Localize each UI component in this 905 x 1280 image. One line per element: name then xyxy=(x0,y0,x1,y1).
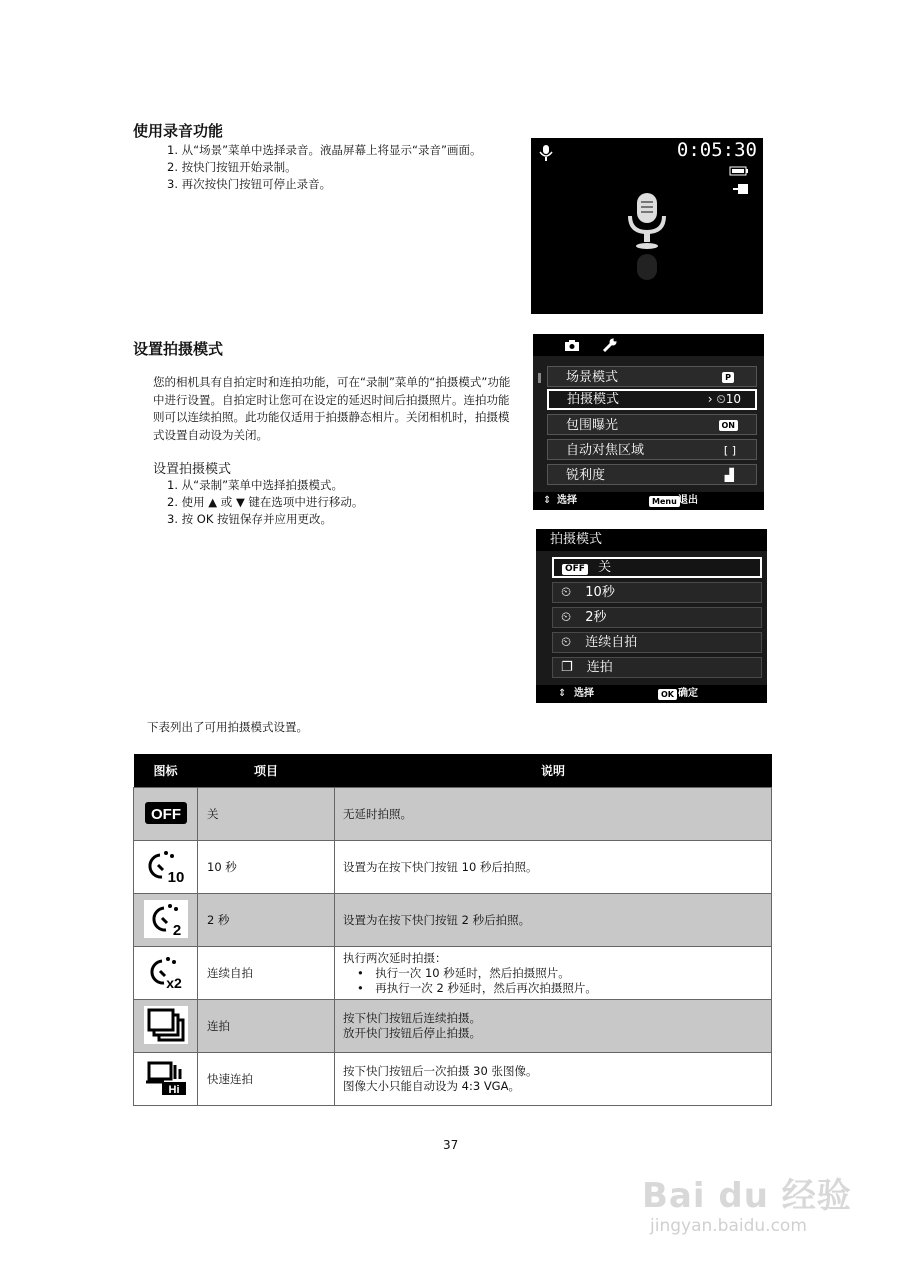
item-cell: 2 秒 xyxy=(198,894,335,947)
audio-step-1: 1. 从“场景”菜单中选择录音。液晶屏幕上将显示“录音”画面。 xyxy=(167,143,482,157)
off-icon xyxy=(144,794,188,832)
svg-text:x2: x2 xyxy=(165,974,182,991)
drive-footer xyxy=(536,685,767,703)
table-row xyxy=(134,841,772,894)
table-intro: 下表列出了可用拍摄模式设置。 xyxy=(147,720,308,734)
table-row xyxy=(134,947,772,1000)
menu-row-label: 锐利度 xyxy=(566,468,606,483)
drive-row-label: 关 xyxy=(598,560,612,575)
drive-row-label: 连续自拍 xyxy=(585,635,638,650)
table-row xyxy=(134,894,772,947)
timer-double-icon xyxy=(144,953,188,991)
desc-cell xyxy=(335,894,772,947)
table-header-row xyxy=(134,754,772,788)
timer-2-icon xyxy=(144,900,188,938)
menu-row-bracketing xyxy=(547,414,757,435)
desc-line: 按下快门按钮后一次拍摄 30 张图像。 xyxy=(343,1064,538,1078)
timer-2-icon: ⏲ xyxy=(561,610,572,625)
icon-cell xyxy=(134,1000,198,1053)
drive-row-continuous xyxy=(552,657,762,678)
svg-text:Hi: Hi xyxy=(168,1083,179,1096)
desc-line: 执行两次延时拍摄： xyxy=(343,950,447,965)
icon-cell xyxy=(134,841,198,894)
desc-bullet: • 执行一次 10 秒延时，然后拍摄照片。 xyxy=(357,965,570,980)
drive-step-3: 3. 按 OK 按钮保存并应用更改。 xyxy=(167,512,333,526)
menu-button-badge: Menu xyxy=(649,496,680,507)
svg-text:10: 10 xyxy=(167,868,184,885)
desc-line: 设置为在按下快门按钮 10 秒后拍照。 xyxy=(343,859,538,874)
updown-icon: ⇕ xyxy=(558,688,567,699)
table-row xyxy=(134,788,772,841)
menu-row-drive-mode xyxy=(547,389,757,410)
footer-exit-label: 退出 xyxy=(678,495,698,506)
mic-small-icon xyxy=(538,144,554,162)
drive-row-label: 2秒 xyxy=(585,610,607,625)
footer-select-label: 选择 xyxy=(557,495,577,506)
menu-row-value: › ⏲10 xyxy=(707,392,741,406)
drive-row-off xyxy=(552,557,762,578)
drive-mode-description: 您的相机具有自拍定时和连拍功能，可在“录制”菜单的“拍摄模式”功能中进行设置。自拍定时让您可在设定的延迟时间后拍摄照片。连拍功能则可以连续拍照。此功能仅适用于拍摄静态相片。关闭相机时，拍摄模式设置自动设为关闭。 xyxy=(153,375,511,442)
ok-button-badge: OK xyxy=(658,689,677,700)
section-title-drive-mode: 设置拍摄模式 xyxy=(133,340,224,358)
drive-row-10s xyxy=(552,582,762,603)
drive-row-label: 连拍 xyxy=(586,660,613,675)
item-cell: 连续自拍 xyxy=(198,947,335,1000)
desc-line: 无延时拍照。 xyxy=(343,806,412,821)
section-title-audio: 使用录音功能 xyxy=(133,122,224,140)
desc-cell xyxy=(335,841,772,894)
record-menu-screen xyxy=(533,334,764,510)
header-item: 项目 xyxy=(198,754,335,788)
icon-cell xyxy=(134,947,198,1000)
drive-mode-subtitle: 设置拍摄模式 xyxy=(153,462,232,477)
table-row xyxy=(134,1053,772,1106)
menu-row-label: 自动对焦区域 xyxy=(566,443,645,458)
camera-tab-icon xyxy=(564,339,580,351)
menu-row-value: P xyxy=(722,372,734,383)
desc-cell xyxy=(335,1000,772,1053)
menu-row-sharpness xyxy=(547,464,757,485)
drive-mode-screen xyxy=(536,529,767,703)
item-cell: 关 xyxy=(198,788,335,841)
item-cell: 快速连拍 xyxy=(198,1053,335,1106)
menu-row-label: 场景模式 xyxy=(566,370,619,385)
menu-row-value: ON xyxy=(719,420,739,431)
menu-footer xyxy=(533,492,764,510)
desc-line: 图像大小只能自动设为 4:3 VGA。 xyxy=(343,1079,520,1093)
battery-icon xyxy=(729,166,749,176)
header-desc: 说明 xyxy=(335,754,772,788)
desc-cell xyxy=(335,947,772,1000)
audio-record-screen xyxy=(531,138,763,314)
desc-cell xyxy=(335,1053,772,1106)
drive-mode-table xyxy=(133,754,772,1106)
item-cell: 10 秒 xyxy=(198,841,335,894)
drive-row-label: 10秒 xyxy=(585,585,615,600)
timer-10-icon xyxy=(144,847,188,885)
drive-step-2: 2. 使用 ▲ 或 ▼ 键在选项中进行移动。 xyxy=(167,495,364,509)
desc-bullet: • 再执行一次 2 秒延时，然后再次拍摄照片。 xyxy=(357,980,597,995)
icon-cell xyxy=(134,894,198,947)
desc-line: 放开快门按钮后停止拍摄。 xyxy=(343,1026,481,1040)
memory-icon xyxy=(732,183,750,195)
audio-step-3: 3. 再次按快门按钮可停止录音。 xyxy=(167,177,332,191)
menu-scrollbar xyxy=(538,373,541,383)
timer-double-icon: ⏲ xyxy=(561,635,572,650)
menu-row-af-area xyxy=(547,439,757,460)
continuous-icon: ❐ xyxy=(561,660,573,675)
page-number: 37 xyxy=(443,1138,459,1152)
menu-tab-bar xyxy=(533,334,764,356)
watermark-brand: Bai du 经验 xyxy=(642,1176,852,1216)
continuous-icon xyxy=(144,1006,188,1044)
drive-step-1: 1. 从“录制”菜单中选择拍摄模式。 xyxy=(167,478,344,492)
menu-row-value: [ ] xyxy=(723,444,736,457)
off-icon: OFF xyxy=(562,564,588,575)
drive-row-double xyxy=(552,632,762,653)
icon-cell xyxy=(134,1053,198,1106)
drive-screen-title: 拍摄模式 xyxy=(536,529,767,551)
menu-row-label: 包围曝光 xyxy=(566,418,619,433)
wrench-tab-icon xyxy=(602,338,618,352)
item-cell: 连拍 xyxy=(198,1000,335,1053)
svg-text:OFF: OFF xyxy=(150,805,181,823)
timer-10-icon: ⏲ xyxy=(561,585,572,600)
drive-row-2s xyxy=(552,607,762,628)
desc-line: 设置为在按下快门按钮 2 秒后拍照。 xyxy=(343,912,531,927)
header-icon: 图标 xyxy=(134,754,198,788)
icon-cell xyxy=(134,788,198,841)
table-row xyxy=(134,1000,772,1053)
desc-cell xyxy=(335,788,772,841)
audio-step-2: 2. 按快门按钮开始录制。 xyxy=(167,160,297,174)
microphone-icon xyxy=(625,190,669,285)
footer-confirm-label: 确定 xyxy=(678,688,698,699)
menu-row-label: 拍摄模式 xyxy=(567,392,620,407)
desc-line: 按下快门按钮后连续拍摄。 xyxy=(343,1011,481,1025)
footer-select-label: 选择 xyxy=(574,688,594,699)
menu-row-scene xyxy=(547,366,757,387)
svg-text:2: 2 xyxy=(172,921,181,938)
high-speed-burst-icon xyxy=(144,1059,188,1097)
record-timer: 0:05:30 xyxy=(676,139,757,161)
watermark-url: jingyan.baidu.com xyxy=(650,1216,807,1236)
menu-row-value: ▟ xyxy=(724,468,734,482)
updown-icon: ⇕ xyxy=(543,495,552,506)
